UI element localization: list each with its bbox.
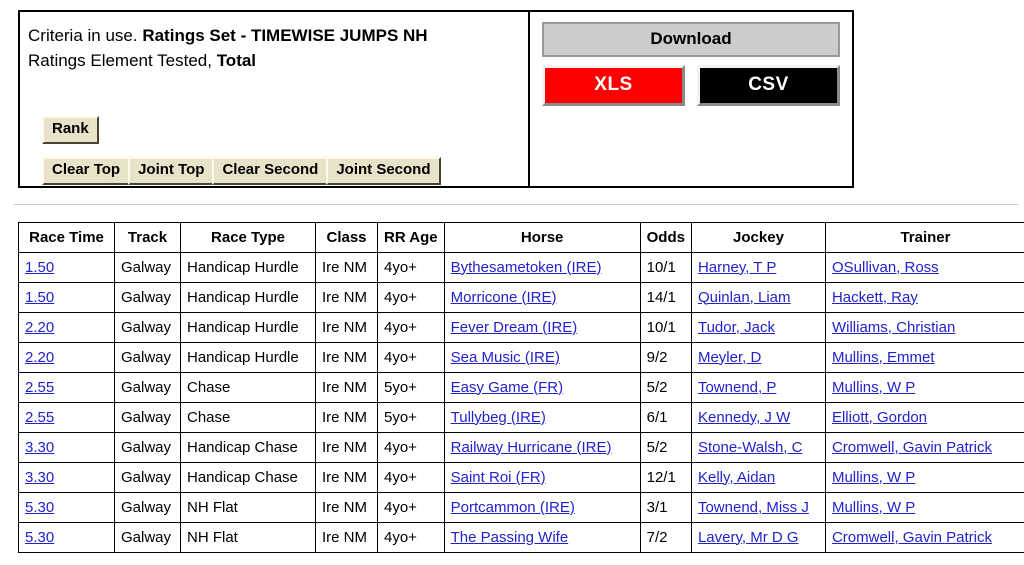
horse-link[interactable]: The Passing Wife	[450, 528, 569, 546]
race-time-link[interactable]: 2.55	[25, 378, 55, 396]
race-time-link[interactable]: 5.30	[25, 528, 55, 546]
trainer-link[interactable]: Mullins, W P	[831, 498, 916, 516]
cell-trainer	[825, 403, 1024, 433]
cell-race-time	[19, 253, 115, 283]
rank-button[interactable]: Rank	[42, 116, 99, 144]
cell-odds: 5/2	[640, 433, 691, 463]
cell-race-time	[19, 373, 115, 403]
horse-link[interactable]: Easy Game (FR)	[450, 378, 564, 396]
horse-link[interactable]: Morricone (IRE)	[450, 288, 557, 306]
horse-link[interactable]: Tullybeg (IRE)	[450, 408, 546, 426]
trainer-link[interactable]: Hackett, Ray	[831, 288, 918, 306]
cell-class: Ire NM	[316, 523, 378, 553]
column-header-odds: Odds	[640, 223, 691, 253]
column-header-jockey: Jockey	[691, 223, 825, 253]
joint-second-button[interactable]: Joint Second	[326, 157, 440, 185]
download-button-row	[542, 65, 840, 106]
cell-race-time	[19, 343, 115, 373]
cell-race-type: Handicap Hurdle	[181, 253, 316, 283]
cell-race-type: NH Flat	[181, 523, 316, 553]
cell-horse	[444, 403, 640, 433]
cell-race-type: Chase	[181, 373, 316, 403]
jockey-link[interactable]: Stone-Walsh, C	[697, 438, 803, 456]
cell-race-time	[19, 463, 115, 493]
cell-track: Galway	[115, 463, 181, 493]
cell-odds: 5/2	[640, 373, 691, 403]
cell-odds: 14/1	[640, 283, 691, 313]
jockey-link[interactable]: Meyler, D	[697, 348, 762, 366]
cell-trainer	[825, 373, 1024, 403]
cell-race-time	[19, 433, 115, 463]
download-csv-button[interactable]: CSV	[697, 65, 840, 106]
column-header-race-type: Race Type	[181, 223, 316, 253]
cell-class: Ire NM	[316, 253, 378, 283]
horse-link[interactable]: Sea Music (IRE)	[450, 348, 560, 366]
table-row	[19, 343, 1024, 373]
cell-jockey	[691, 373, 825, 403]
trainer-link[interactable]: OSullivan, Ross	[831, 258, 939, 276]
download-cell	[530, 12, 852, 186]
cell-track: Galway	[115, 433, 181, 463]
cell-odds: 9/2	[640, 343, 691, 373]
table-row	[19, 523, 1024, 553]
table-row	[19, 403, 1024, 433]
criteria-element-tested: Total	[216, 50, 257, 70]
cell-rr-age: 4yo+	[378, 283, 445, 313]
table-row	[19, 433, 1024, 463]
cell-jockey	[691, 493, 825, 523]
cell-jockey	[691, 283, 825, 313]
criteria-line1-prefix: Criteria in use.	[28, 26, 143, 45]
jockey-link[interactable]: Tudor, Jack	[697, 318, 775, 336]
race-time-link[interactable]: 2.20	[25, 318, 55, 336]
cell-race-type: Handicap Hurdle	[181, 313, 316, 343]
cell-rr-age: 4yo+	[378, 433, 445, 463]
cell-class: Ire NM	[316, 373, 378, 403]
cell-trainer	[825, 463, 1024, 493]
trainer-link[interactable]: Mullins, W P	[831, 378, 916, 396]
cell-class: Ire NM	[316, 343, 378, 373]
cell-horse	[444, 373, 640, 403]
cell-class: Ire NM	[316, 463, 378, 493]
cell-trainer	[825, 253, 1024, 283]
cell-trainer	[825, 283, 1024, 313]
cell-track: Galway	[115, 373, 181, 403]
race-time-link[interactable]: 2.55	[25, 408, 55, 426]
cell-track: Galway	[115, 403, 181, 433]
cell-race-type: Handicap Hurdle	[181, 343, 316, 373]
race-time-link[interactable]: 3.30	[25, 468, 55, 486]
cell-track: Galway	[115, 343, 181, 373]
cell-odds: 7/2	[640, 523, 691, 553]
cell-class: Ire NM	[316, 313, 378, 343]
cell-race-time	[19, 283, 115, 313]
jockey-link[interactable]: Harney, T P	[697, 258, 777, 276]
cell-rr-age: 4yo+	[378, 313, 445, 343]
column-header-race-time: Race Time	[19, 223, 115, 253]
jockey-link[interactable]: Quinlan, Liam	[697, 288, 791, 306]
cell-race-type: Handicap Hurdle	[181, 283, 316, 313]
cell-rr-age: 4yo+	[378, 493, 445, 523]
table-row	[19, 313, 1024, 343]
trainer-link[interactable]: Williams, Christian	[831, 318, 956, 336]
trainer-link[interactable]: Cromwell, Gavin Patrick	[831, 528, 993, 546]
download-xls-button[interactable]: XLS	[542, 65, 685, 106]
joint-top-button[interactable]: Joint Top	[128, 157, 214, 185]
cell-odds: 12/1	[640, 463, 691, 493]
race-time-link[interactable]: 1.50	[25, 288, 55, 306]
cell-horse	[444, 433, 640, 463]
cell-odds: 10/1	[640, 313, 691, 343]
cell-jockey	[691, 523, 825, 553]
cell-rr-age: 4yo+	[378, 463, 445, 493]
cell-class: Ire NM	[316, 283, 378, 313]
cell-horse	[444, 343, 640, 373]
cell-odds: 6/1	[640, 403, 691, 433]
cell-track: Galway	[115, 313, 181, 343]
cell-trainer	[825, 523, 1024, 553]
cell-track: Galway	[115, 493, 181, 523]
trainer-link[interactable]: Mullins, Emmet	[831, 348, 935, 366]
cell-trainer	[825, 493, 1024, 523]
jockey-link[interactable]: Townend, Miss J	[697, 498, 809, 516]
criteria-text	[28, 24, 520, 73]
horse-link[interactable]: Railway Hurricane (IRE)	[450, 438, 612, 456]
cell-odds: 10/1	[640, 253, 691, 283]
cell-class: Ire NM	[316, 493, 378, 523]
cell-rr-age: 4yo+	[378, 523, 445, 553]
cell-track: Galway	[115, 523, 181, 553]
jockey-link[interactable]: Lavery, Mr D G	[697, 528, 799, 546]
cell-race-time	[19, 403, 115, 433]
cell-horse	[444, 493, 640, 523]
cell-jockey	[691, 313, 825, 343]
race-time-link[interactable]: 2.20	[25, 348, 55, 366]
table-header-row	[19, 223, 1024, 253]
cell-jockey	[691, 403, 825, 433]
table-row	[19, 253, 1024, 283]
table-row	[19, 463, 1024, 493]
table-row	[19, 283, 1024, 313]
table-row	[19, 373, 1024, 403]
cell-rr-age: 5yo+	[378, 403, 445, 433]
cell-horse	[444, 253, 640, 283]
cell-rr-age: 4yo+	[378, 343, 445, 373]
cell-race-type: Handicap Chase	[181, 463, 316, 493]
trainer-link[interactable]: Mullins, W P	[831, 468, 916, 486]
criteria-cell	[20, 12, 530, 186]
results-table-wrapper	[18, 222, 1024, 553]
horse-link[interactable]: Bythesametoken (IRE)	[450, 258, 602, 276]
results-table-body	[19, 253, 1024, 553]
race-time-link[interactable]: 5.30	[25, 498, 55, 516]
column-header-class: Class	[316, 223, 378, 253]
cell-odds: 3/1	[640, 493, 691, 523]
column-header-trainer: Trainer	[825, 223, 1024, 253]
cell-jockey	[691, 463, 825, 493]
column-header-track: Track	[115, 223, 181, 253]
cell-class: Ire NM	[316, 403, 378, 433]
race-time-link[interactable]: 1.50	[25, 258, 55, 276]
cell-trainer	[825, 343, 1024, 373]
clear-top-button[interactable]: Clear Top	[42, 157, 130, 185]
table-row	[19, 493, 1024, 523]
cell-trainer	[825, 313, 1024, 343]
cell-trainer	[825, 433, 1024, 463]
cell-race-type: Chase	[181, 403, 316, 433]
cell-jockey	[691, 433, 825, 463]
trainer-link[interactable]: Elliott, Gordon	[831, 408, 928, 426]
cell-horse	[444, 313, 640, 343]
cell-horse	[444, 463, 640, 493]
download-header: Download	[542, 22, 840, 57]
cell-race-time	[19, 493, 115, 523]
trainer-link[interactable]: Cromwell, Gavin Patrick	[831, 438, 993, 456]
jockey-link[interactable]: Kennedy, J W	[697, 408, 791, 426]
cell-rr-age: 4yo+	[378, 253, 445, 283]
cell-horse	[444, 283, 640, 313]
cell-race-type: NH Flat	[181, 493, 316, 523]
cell-race-time	[19, 523, 115, 553]
horse-link[interactable]: Fever Dream (IRE)	[450, 318, 578, 336]
filter-button-row	[42, 157, 439, 185]
cell-track: Galway	[115, 283, 181, 313]
cell-class: Ire NM	[316, 433, 378, 463]
horse-link[interactable]: Portcammon (IRE)	[450, 498, 575, 516]
section-divider	[14, 204, 1018, 205]
column-header-horse: Horse	[444, 223, 640, 253]
cell-jockey	[691, 253, 825, 283]
horse-link[interactable]: Saint Roi (FR)	[450, 468, 546, 486]
column-header-rr-age: RR Age	[378, 223, 445, 253]
jockey-link[interactable]: Kelly, Aidan	[697, 468, 776, 486]
cell-rr-age: 5yo+	[378, 373, 445, 403]
cell-race-time	[19, 313, 115, 343]
cell-race-type: Handicap Chase	[181, 433, 316, 463]
jockey-link[interactable]: Townend, P	[697, 378, 777, 396]
clear-second-button[interactable]: Clear Second	[212, 157, 328, 185]
criteria-panel	[18, 10, 854, 188]
cell-track: Galway	[115, 253, 181, 283]
cell-jockey	[691, 343, 825, 373]
results-table	[18, 222, 1024, 553]
race-time-link[interactable]: 3.30	[25, 438, 55, 456]
rank-row	[42, 116, 99, 144]
criteria-ratings-set: Ratings Set - TIMEWISE JUMPS NH	[142, 26, 428, 45]
criteria-line2-prefix: Ratings Element Tested,	[28, 50, 217, 70]
cell-horse	[444, 523, 640, 553]
